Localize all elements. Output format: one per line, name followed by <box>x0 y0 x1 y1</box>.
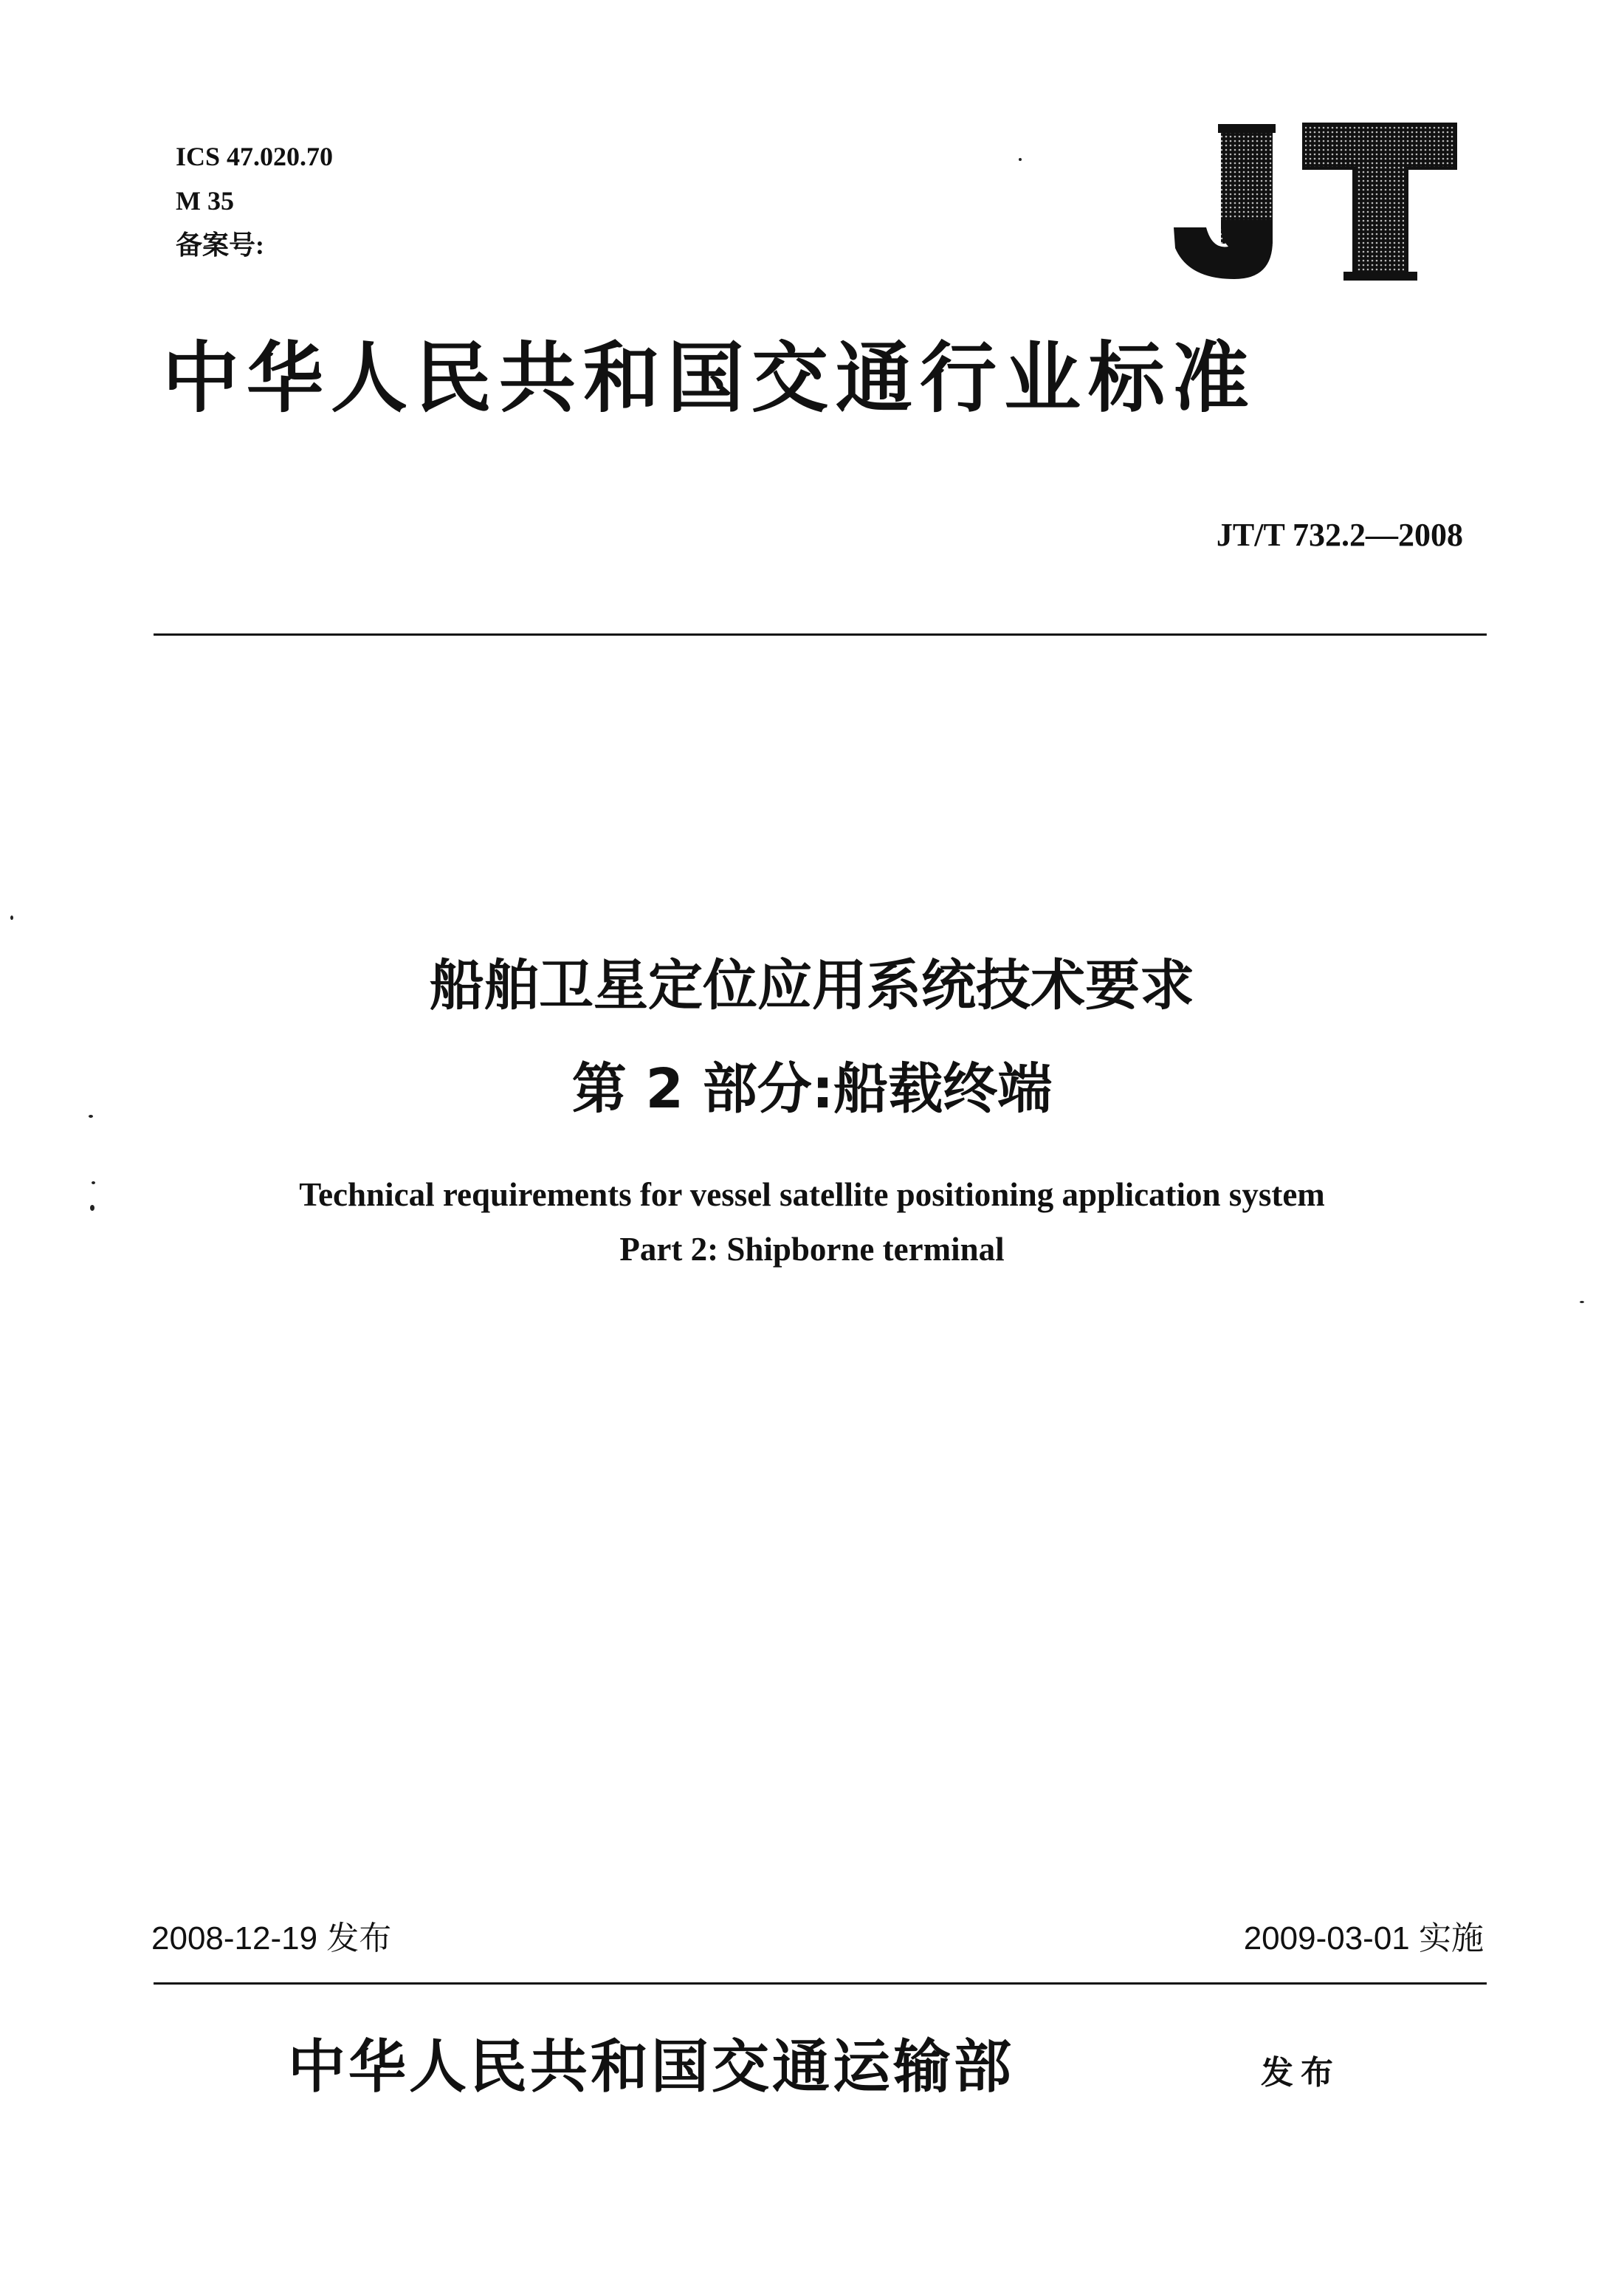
scan-speck <box>90 1205 94 1211</box>
title-cn-line1: 船舶卫星定位应用系统技术要求 <box>430 954 1194 1017</box>
jt-logo <box>1144 117 1469 286</box>
issue-date: 2008-12-19 发布 <box>151 1920 392 1957</box>
ccs-code: M 35 <box>176 186 234 216</box>
publisher-name: 中华人民共和国交通运输部 <box>288 2034 1015 2100</box>
logo-letter-j <box>1174 124 1276 279</box>
scan-speck <box>1019 158 1022 161</box>
title-en-line1: Technical requirements for vessel satellite positioning application system <box>299 1176 1325 1213</box>
top-divider <box>154 633 1487 636</box>
scan-speck <box>89 1115 93 1118</box>
bottom-divider <box>154 1982 1487 1985</box>
scan-speck <box>92 1181 95 1184</box>
scan-speck <box>10 915 13 920</box>
title-cn-line2: 第 2 部分:船载终端 <box>571 1057 1053 1121</box>
implementation-date: 2009-03-01 实施 <box>1243 1920 1484 1957</box>
standard-number: JT/T 732.2—2008 <box>1216 517 1463 553</box>
standard-category-title: 中华人民共和国交通行业标准 <box>162 333 1257 423</box>
title-en-line2: Part 2: Shipborne terminal <box>619 1231 1005 1268</box>
publisher-suffix: 发布 <box>1261 2054 1341 2092</box>
logo-letter-t <box>1302 123 1457 281</box>
filing-number-label: 备案号: <box>176 230 264 260</box>
scan-speck <box>1580 1301 1584 1303</box>
ics-code: ICS 47.020.70 <box>176 142 334 171</box>
